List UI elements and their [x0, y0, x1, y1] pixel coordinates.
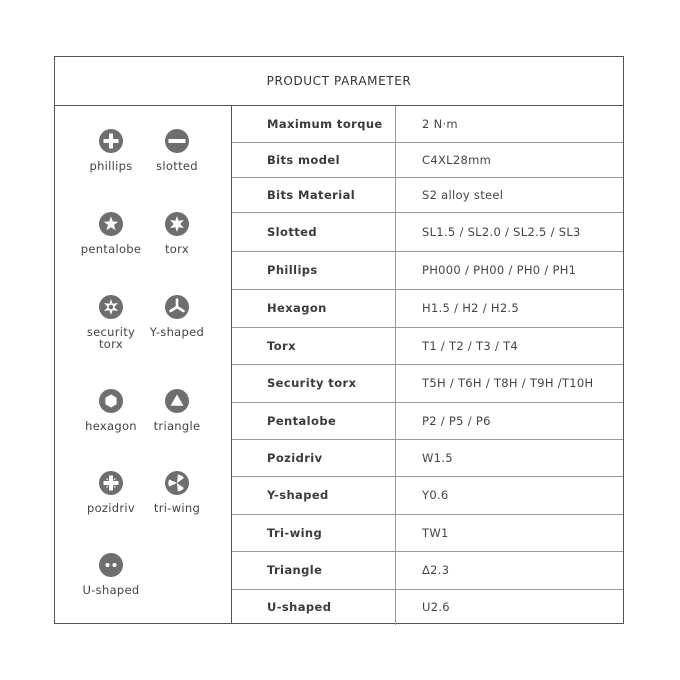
- table-row: [232, 142, 623, 178]
- param-name: Tri-wing: [232, 514, 396, 551]
- param-value: T5H / T6H / T8H / T9H /T10H: [422, 376, 594, 390]
- bit-type-icons: [55, 106, 232, 623]
- tri-wing-icon: [164, 470, 190, 496]
- icon-label: phillips: [89, 159, 133, 173]
- bit-icon-item: [137, 388, 217, 432]
- param-value: Y0.6: [422, 488, 449, 502]
- table-row: [232, 476, 623, 515]
- hexagon-icon: [98, 388, 124, 414]
- bit-icon-item: [71, 552, 151, 596]
- param-value: T1 / T2 / T3 / T4: [422, 338, 519, 353]
- pentalobe-icon: [98, 211, 124, 237]
- param-name: Maximum torque: [232, 106, 396, 142]
- icon-label: hexagon: [85, 419, 137, 433]
- param-name: Hexagon: [232, 289, 396, 327]
- icon-label: tri-wing: [153, 501, 201, 515]
- icon-label: triangle: [153, 419, 201, 433]
- table-row: [232, 212, 623, 252]
- param-name: Torx: [232, 327, 396, 364]
- param-name: Triangle: [232, 551, 396, 589]
- param-name: Bits Material: [232, 177, 396, 212]
- param-value: Δ2.3: [422, 563, 450, 577]
- param-value: W1.5: [422, 450, 453, 465]
- icon-label: U-shaped: [82, 583, 140, 597]
- param-name: Y-shaped: [232, 476, 396, 514]
- param-value: SL1.5 / SL2.0 / SL2.5 / SL3: [422, 224, 581, 239]
- parameter-table: [232, 106, 623, 623]
- param-value: H1.5 / H2 / H2.5: [422, 301, 520, 315]
- param-value: P2 / P5 / P6: [422, 413, 491, 428]
- param-name: Phillips: [232, 251, 396, 289]
- pozidriv-icon: [98, 470, 124, 496]
- torx-icon: [164, 211, 190, 237]
- bit-icon-item: [137, 470, 217, 514]
- table-row: [232, 327, 623, 365]
- icon-label: Y-shaped: [149, 325, 205, 339]
- table-row: [232, 514, 623, 552]
- table-row: [232, 364, 623, 403]
- icon-label: slotted: [156, 159, 198, 173]
- param-value: TW1: [422, 525, 449, 540]
- icon-label: pozidriv: [87, 501, 135, 515]
- table-row: [232, 551, 623, 590]
- table-row: [232, 402, 623, 440]
- phillips-icon: [98, 128, 124, 154]
- security-torx-icon: [98, 294, 124, 320]
- param-value: 2 N·m: [422, 117, 458, 131]
- u-shaped-icon: [98, 552, 124, 578]
- icon-label: torx: [165, 242, 189, 256]
- table-row: [232, 439, 623, 477]
- bit-icon-item: [137, 128, 217, 172]
- bit-icon-item: [137, 211, 217, 255]
- param-name: Pozidriv: [232, 439, 396, 476]
- y-shaped-icon: [164, 294, 190, 320]
- param-name: Pentalobe: [232, 402, 396, 439]
- icon-label: security torx: [86, 325, 136, 351]
- param-value: C4XL28mm: [422, 152, 492, 167]
- table-row: [232, 106, 623, 143]
- slotted-icon: [164, 128, 190, 154]
- param-name: Bits model: [232, 142, 396, 177]
- triangle-icon: [164, 388, 190, 414]
- param-name: U-shaped: [232, 589, 396, 625]
- param-name: Security torx: [232, 364, 396, 402]
- bit-icon-item: [137, 294, 217, 338]
- table-row: [232, 289, 623, 328]
- table-row: [232, 589, 623, 625]
- param-name: Slotted: [232, 212, 396, 251]
- icon-label: pentalobe: [80, 242, 142, 256]
- param-value: S2 alloy steel: [422, 187, 504, 202]
- parameter-panel: [54, 56, 624, 624]
- table-row: [232, 177, 623, 213]
- panel-title: PRODUCT PARAMETER: [55, 57, 623, 106]
- param-value: PH000 / PH00 / PH0 / PH1: [422, 263, 577, 277]
- param-value: U2.6: [422, 600, 450, 614]
- table-row: [232, 251, 623, 290]
